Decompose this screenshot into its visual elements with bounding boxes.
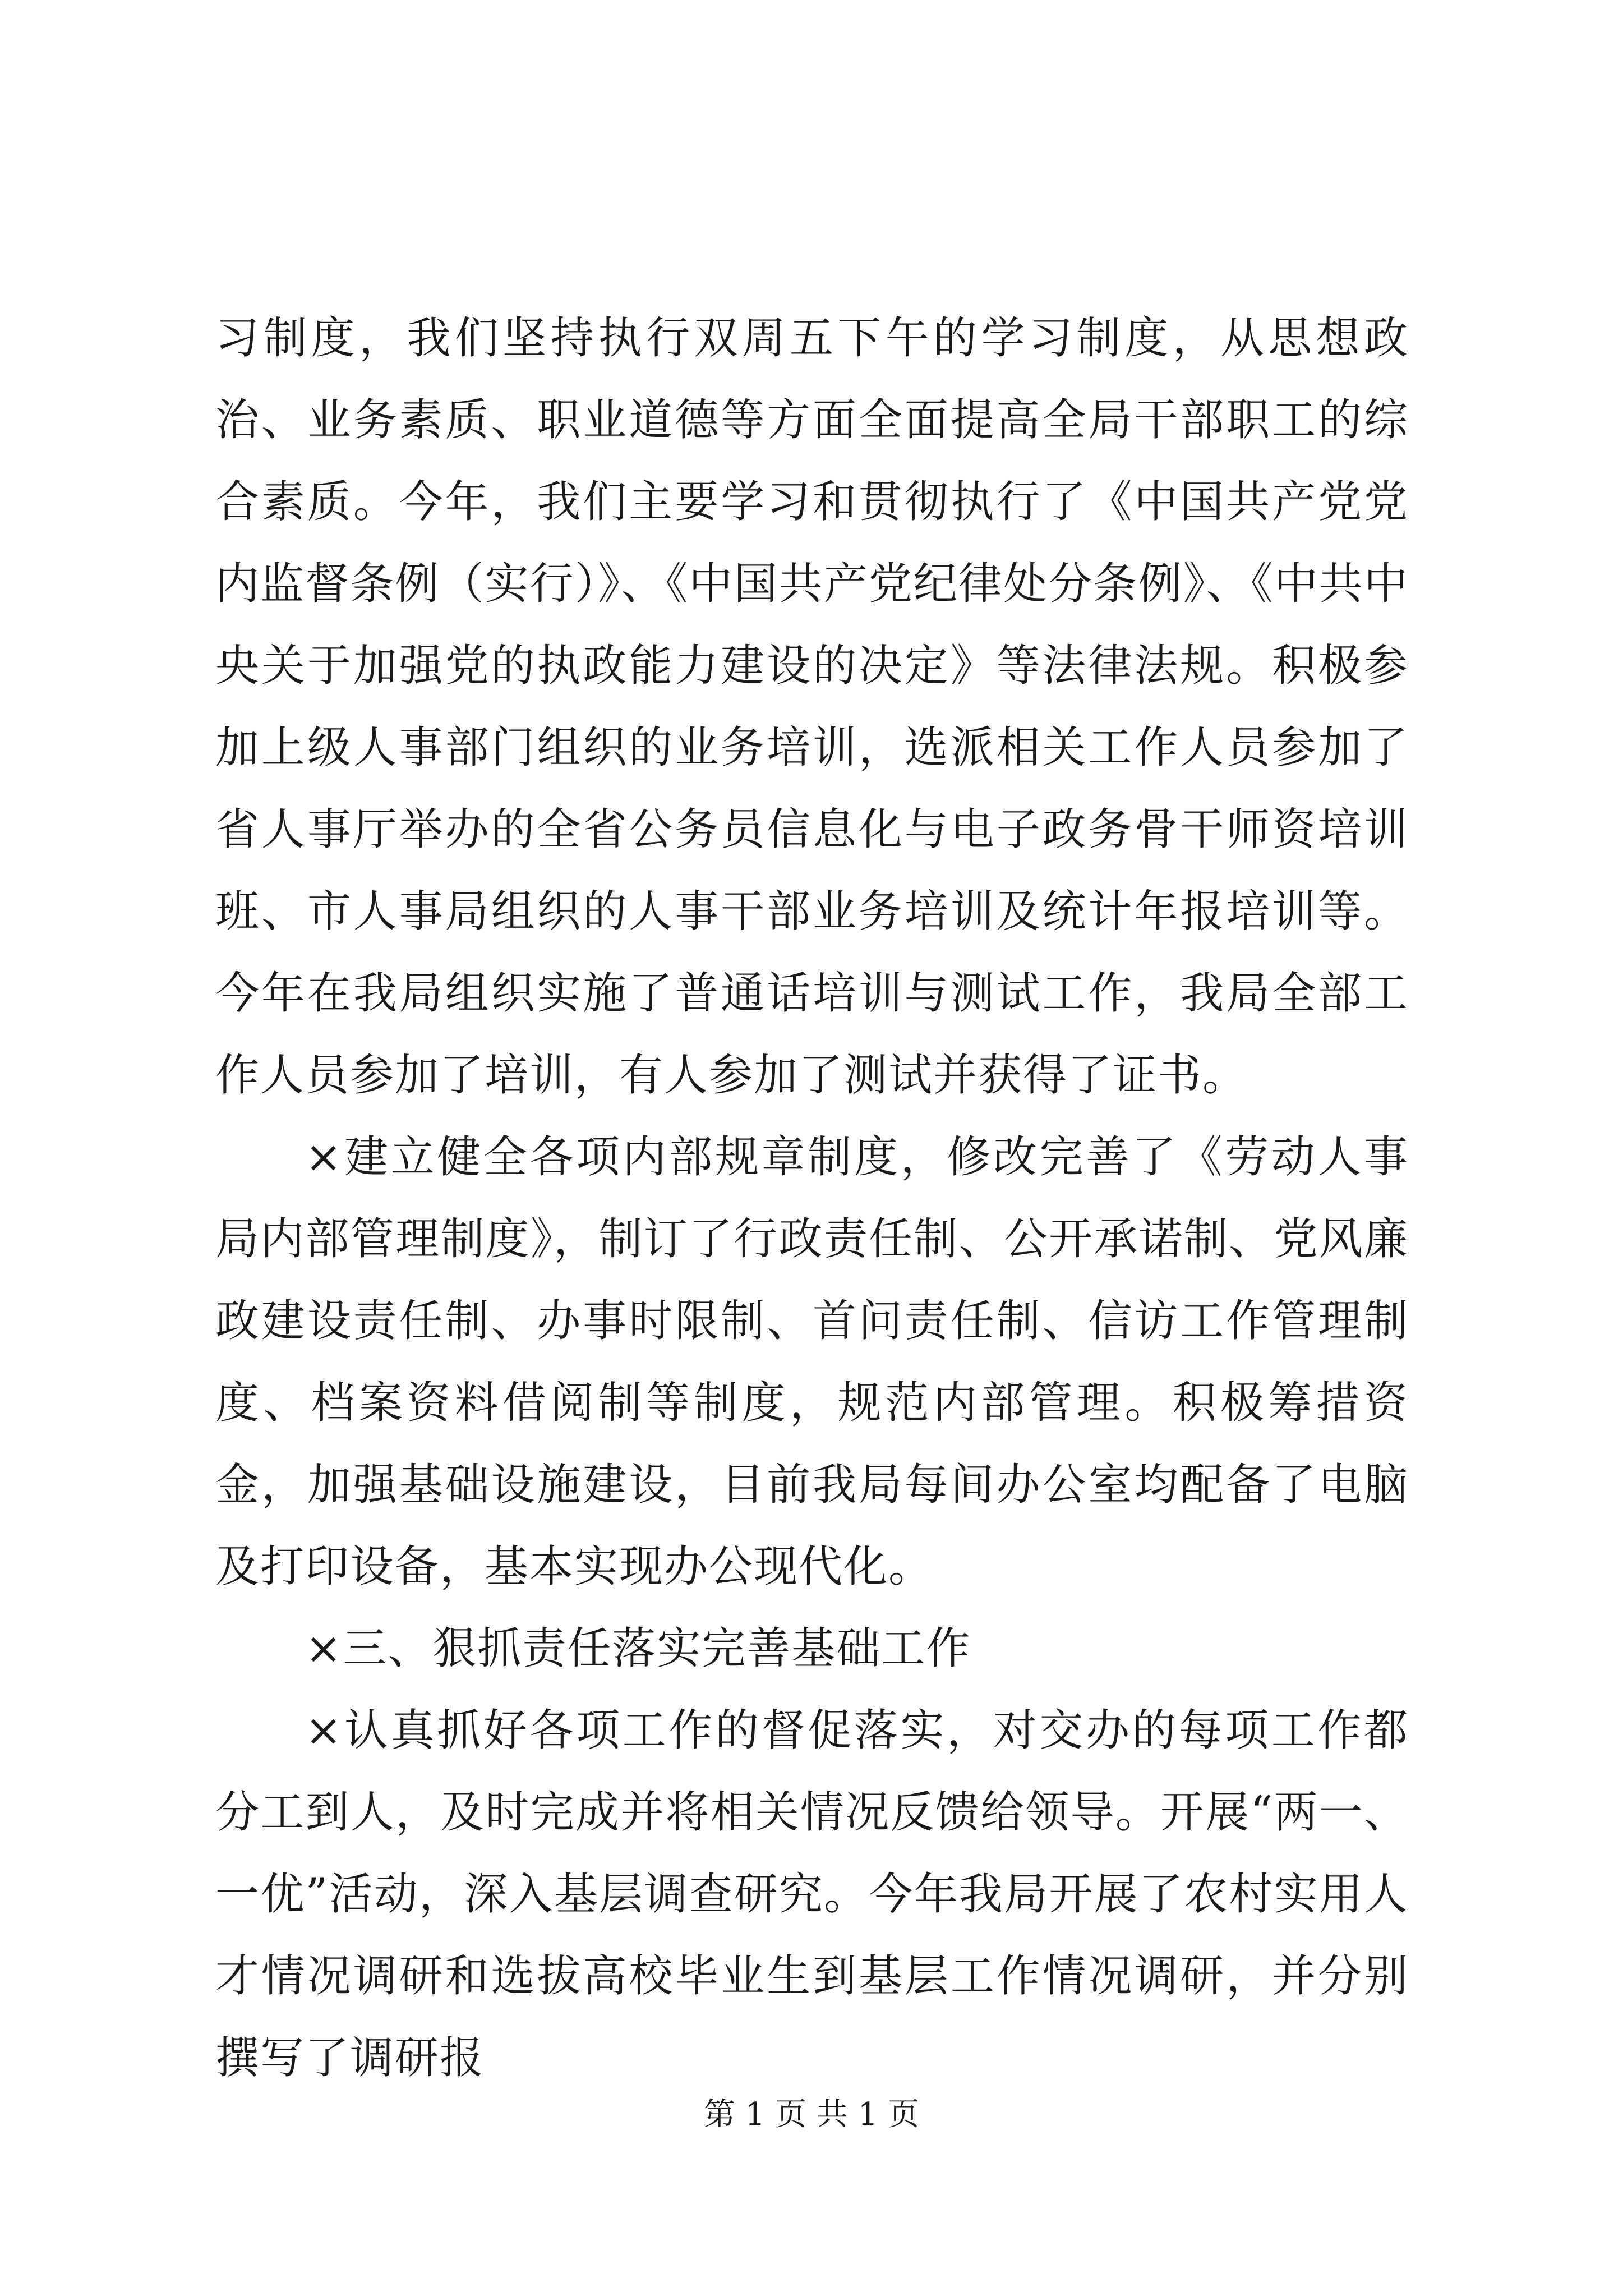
paragraph-4: ×认真抓好各项工作的督促落实，对交办的每项工作都分工到人，及时完成并将相关情况反馈给领导。开展“两一、一优”活动，深入基层调查研究。今年我局开展了农村实用人才情况调研和选拔高校毕业生到基层工作情况调研，并分别撰写了调研报 (215, 1705, 1409, 2083)
document-body (215, 297, 1409, 2099)
section-heading: ×三、狠抓责任落实完善基础工作 (305, 1623, 971, 1674)
paragraph-1: 习制度，我们坚持执行双周五下午的学习制度，从思想政治、业务素质、职业道德等方面全面提高全局干部职工的综合素质。今年，我们主要学习和贯彻执行了《中国共产党党内监督条例（实行）》、《中国共产党纪律处分条例》、《中共中央关于加强党的执政能力建设的决定》等法律法规。积极参加上级人事部门组织的业务培训，选派相关工作人员参加了省人事厅举办的全省公务员信息化与电子政务骨干师资培训班、市人事局组织的人事干部业务培训及统计年报培训等。今年在我局组织实施了普通话培训与测试工作，我局全部工作人员参加了培训，有人参加了测试并获得了证书。 (215, 313, 1409, 1101)
page-footer: 第 1 页 共 1 页 (703, 2096, 920, 2133)
paragraph-2: ×建立健全各项内部规章制度，修改完善了《劳动人事局内部管理制度》，制订了行政责任制、公开承诺制、党风廉政建设责任制、办事时限制、首问责任制、信访工作管理制度、档案资料借阅制等制度，规范内部管理。积极筹措资金，加强基础设施建设，目前我局每间办公室均配备了电脑及打印设备，基本实现办公现代化。 (215, 1132, 1409, 1592)
